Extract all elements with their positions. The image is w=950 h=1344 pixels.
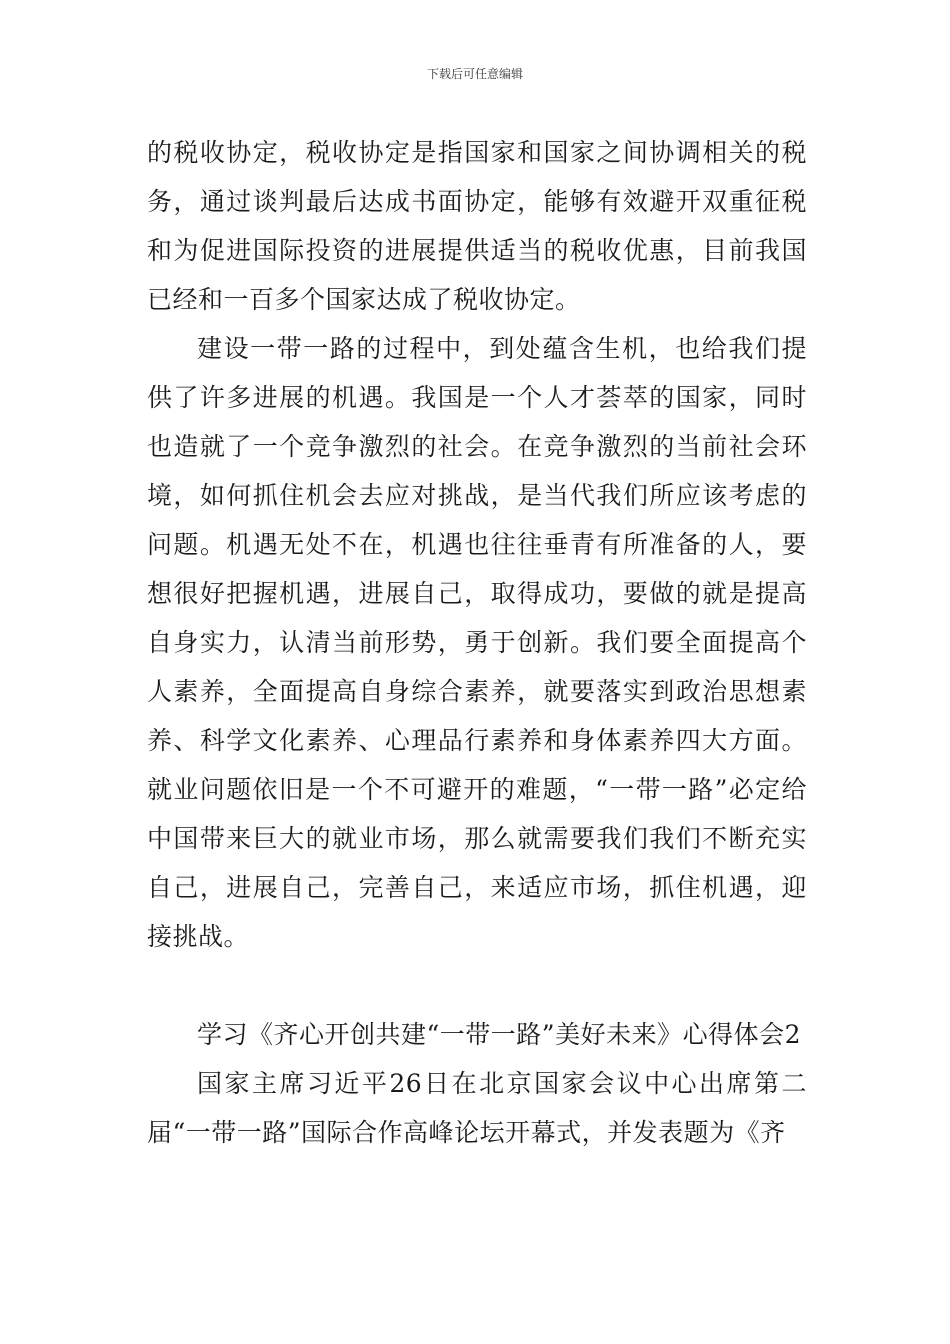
page-header: 下载后可任意编辑 [426, 67, 523, 81]
paragraph-opportunity: 建设一带一路的过程中，到处蕴含生机，也给我们提供了许多进展的机遇。我国是一个人才荟萃的国家，同时也造就了一个竞争激烈的社会。在竞争激烈的当前社会环境，如何抓住机会去应对挑战，是当代我们所应该考虑的问题。机遇无处不在，机遇也往往垂青有所准备的人，要想很好把握机遇，进展自己，取得成功，要做的就是提高自身实力，认清当前形势，勇于创新。我们要全面提高个人素养，全面提高自身综合素养，就要落实到政治思想素养、科学文化素养、心理品行素养和身体素养四大方面。就业问题依旧是一个不可避开的难题，“一带一路”必定给中国带来巨大的就业市场，那么就需要我们我们不断充实自己，进展自己，完善自己，来适应市场，抓住机遇，迎接挑战。 [147, 334, 807, 951]
paragraph-continuation: 的税收协定，税收协定是指国家和国家之间协调相关的税务，通过谈判最后达成书面协定，能够有效避开双重征税和为促进国际投资的进展提供适当的税收优惠，目前我国已经和一百多个国家达成了税收协定。 [147, 138, 807, 314]
document-body [147, 128, 807, 1157]
blank-line [147, 961, 807, 1010]
section-title: 学习《齐心开创共建“一带一路”美好未来》心得体会2 [197, 1020, 801, 1049]
paragraph-intro: 国家主席习近平26日在北京国家会议中心出席第二届“一带一路”国际合作高峰论坛开幕式，并发表题为《齐 [147, 1069, 807, 1147]
